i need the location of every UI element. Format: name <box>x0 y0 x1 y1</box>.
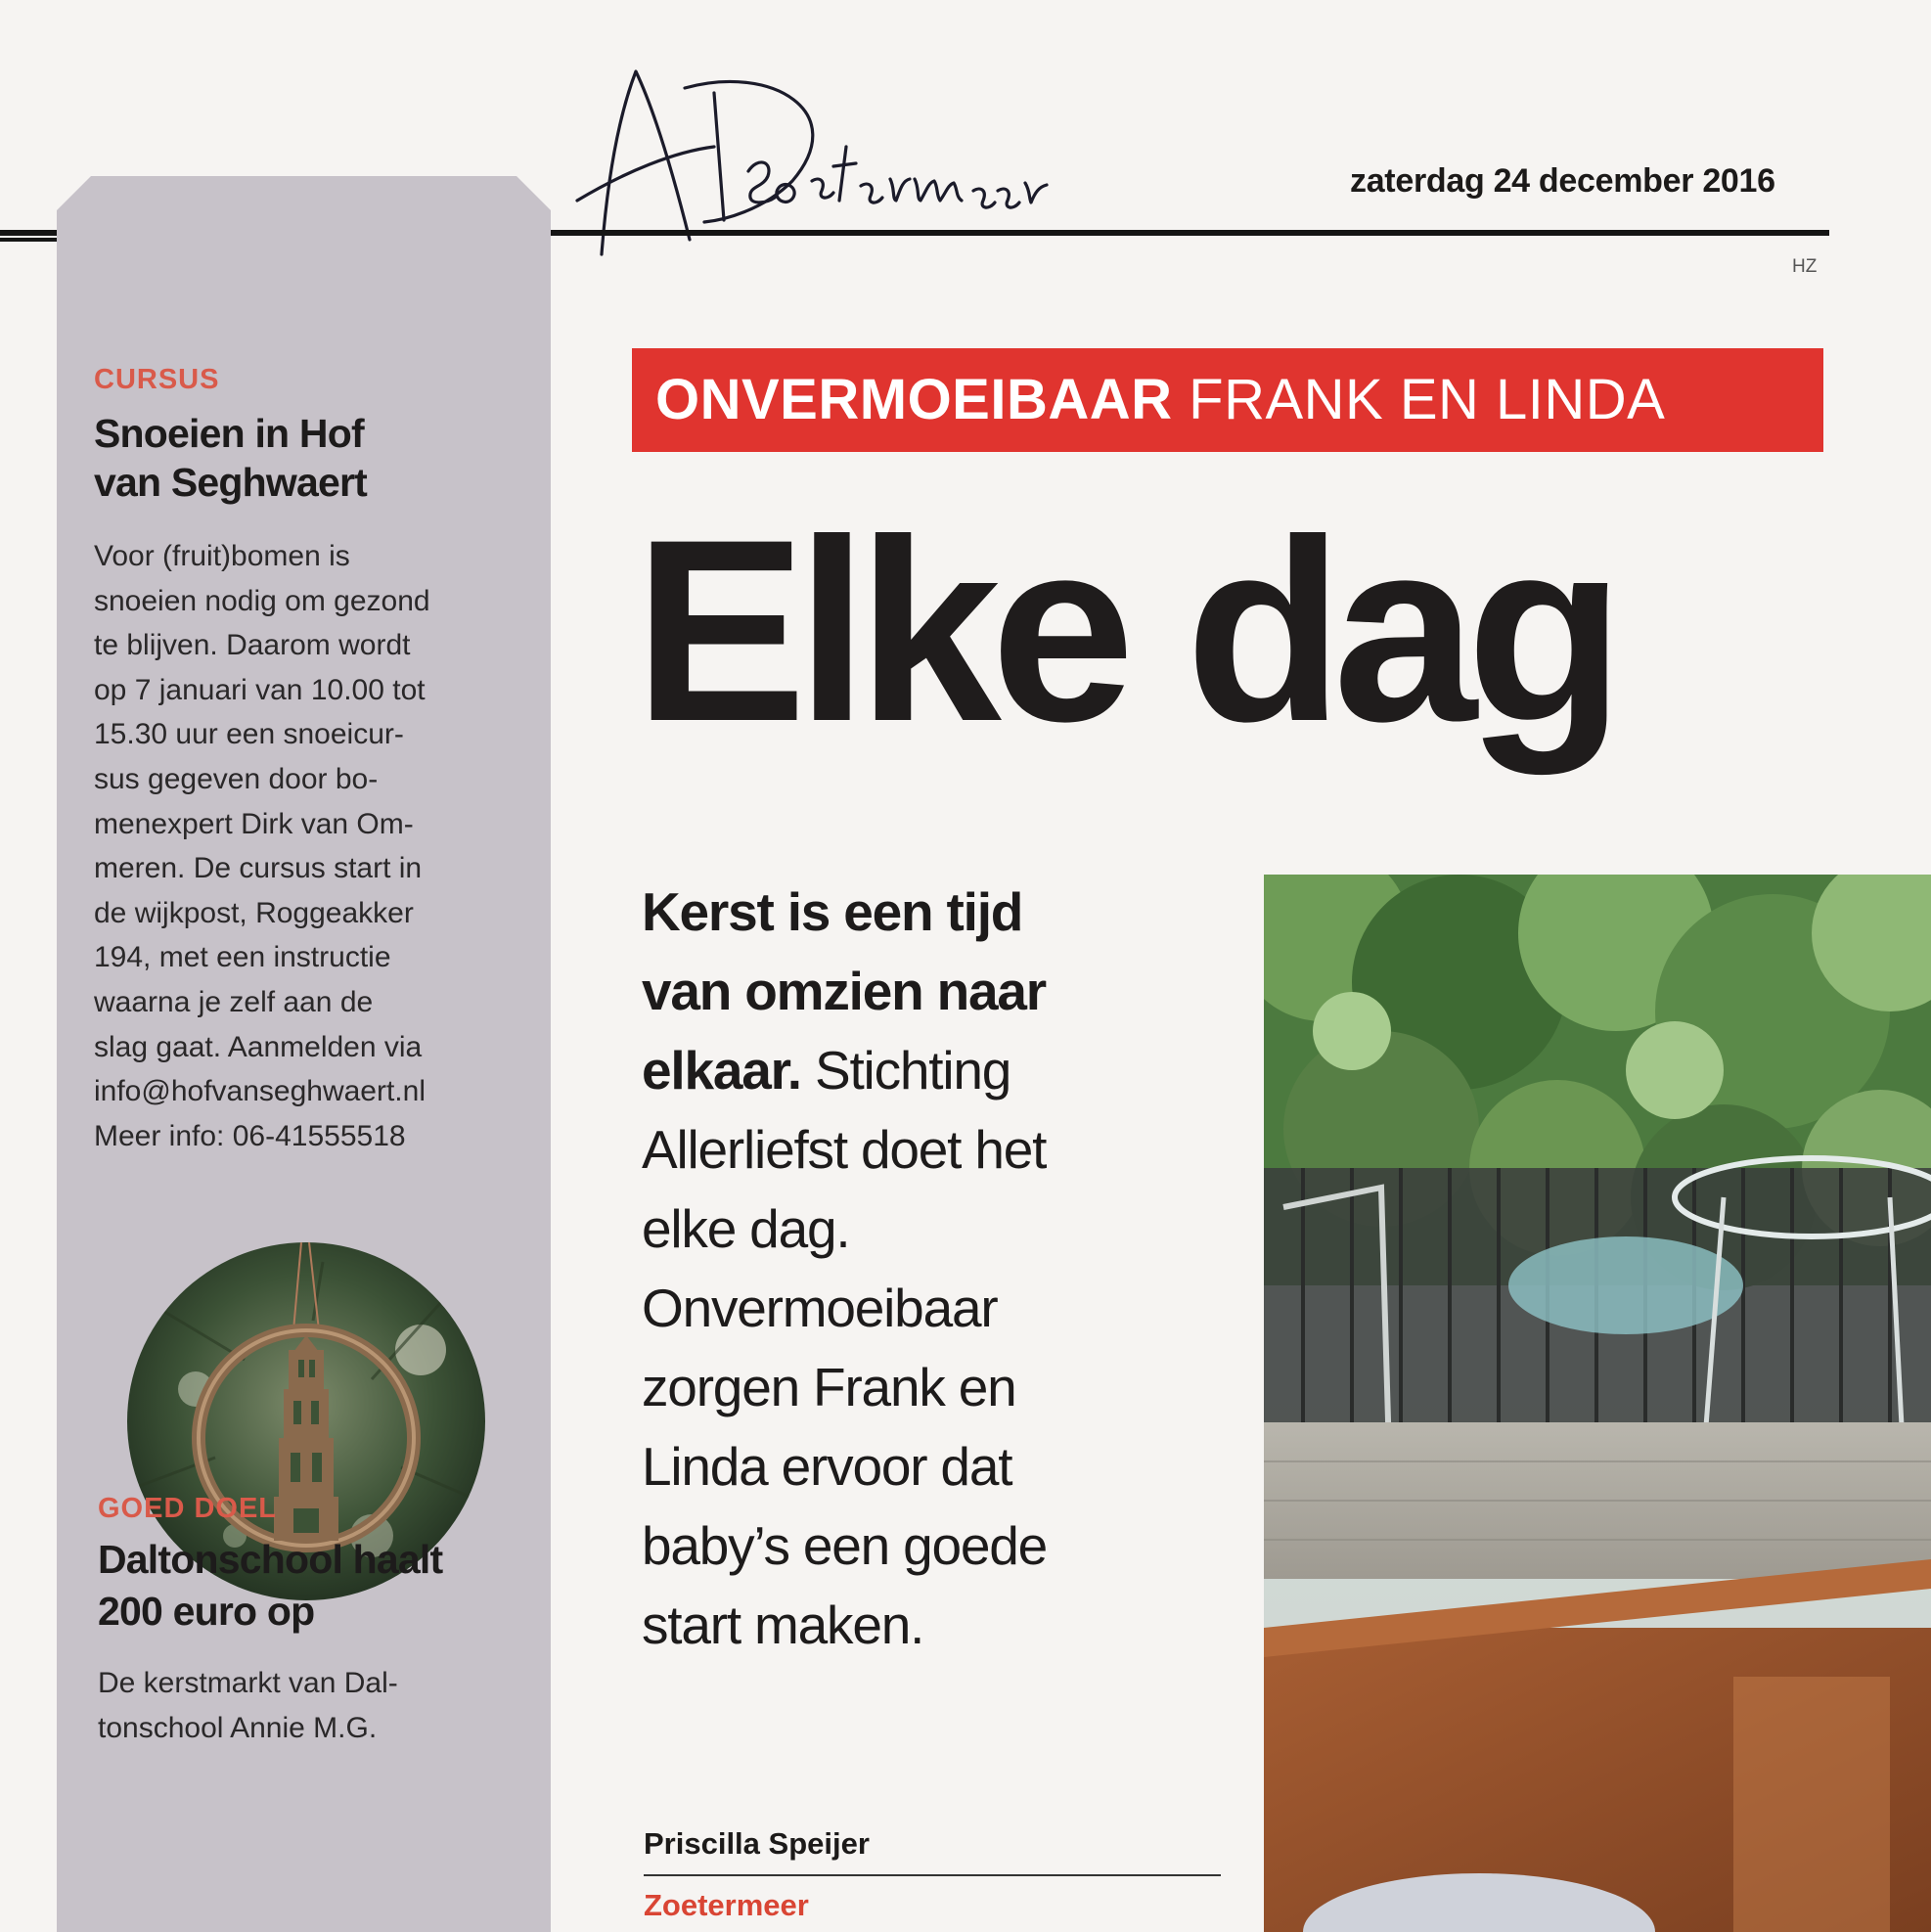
banner-light: FRANK EN LINDA <box>1189 368 1666 431</box>
body-line: tonschool Annie M.G. <box>98 1711 378 1744</box>
intro-bold-line: elkaar. <box>642 1040 801 1101</box>
sidebar-headline-snoeien <box>94 409 367 507</box>
intro-line: start maken. <box>642 1595 924 1655</box>
body-line: waarna je zelf aan de <box>94 985 374 1018</box>
sidebar-headline-daltonschool <box>98 1534 442 1638</box>
headline-line: van Seghwaert <box>94 460 367 505</box>
sidebar-body-daltonschool <box>98 1661 398 1750</box>
sidebar-body-snoeien <box>94 534 430 1158</box>
article-headline: Elke dag <box>634 486 1614 776</box>
headline-line: Daltonschool haalt <box>98 1537 443 1582</box>
body-line: sus gegeven door bo- <box>94 762 379 795</box>
intro-line: Onvermoeibaar <box>642 1278 998 1338</box>
body-line: slag gaat. Aanmelden via <box>94 1030 423 1063</box>
body-line: menexpert Dirk van Om- <box>94 807 414 840</box>
masthead-rule-left <box>0 238 59 242</box>
body-line: meren. De cursus start in <box>94 852 423 885</box>
byline-location: Zoetermeer <box>644 1888 809 1922</box>
body-line: te blijven. Daarom wordt <box>94 629 411 662</box>
issue-date: zaterdag 24 december 2016 <box>1350 162 1775 200</box>
byline-divider <box>644 1874 1221 1876</box>
intro-bold-line: van omzien naar <box>642 961 1046 1021</box>
edition-code: HZ <box>1792 256 1818 277</box>
body-line: snoeien nodig om gezond <box>94 584 430 617</box>
intro-line: baby’s een goede <box>642 1515 1048 1576</box>
body-line: Meer info: 06-41555518 <box>94 1119 406 1152</box>
sidebar-kicker-goed-doel: GOED DOEL <box>98 1493 278 1524</box>
intro-bold-line: Kerst is een tijd <box>642 881 1023 942</box>
body-line: 194, met een instructie <box>94 941 391 974</box>
section-banner-text <box>655 359 1665 441</box>
byline-author: Priscilla Speijer <box>644 1826 870 1861</box>
banner-bold: ONVERMOEIBAAR <box>655 368 1173 431</box>
body-line: De kerstmarkt van Dal- <box>98 1667 398 1699</box>
body-line: 15.30 uur een snoeicur- <box>94 718 404 751</box>
intro-line: zorgen Frank en <box>642 1357 1016 1417</box>
intro-line: Allerliefst doet het <box>642 1119 1047 1180</box>
article-intro <box>642 873 1190 1665</box>
body-line: Voor (fruit)bomen is <box>94 540 350 572</box>
handwritten-note-text: AD Zoetermeer <box>567 54 574 55</box>
sidebar-kicker-cursus: CURSUS <box>94 364 220 395</box>
intro-line: Linda ervoor dat <box>642 1436 1012 1497</box>
handwritten-note <box>567 54 1350 279</box>
headline-line: 200 euro op <box>98 1589 315 1634</box>
body-line: info@hofvanseghwaert.nl <box>94 1075 426 1108</box>
intro-line: elke dag. <box>642 1198 850 1259</box>
intro-line: Stichting <box>814 1040 1011 1101</box>
headline-line: Snoeien in Hof <box>94 411 364 456</box>
body-line: op 7 januari van 10.00 tot <box>94 673 426 706</box>
article-photo <box>1264 875 1931 1932</box>
body-line: de wijkpost, Roggeakker <box>94 896 414 929</box>
